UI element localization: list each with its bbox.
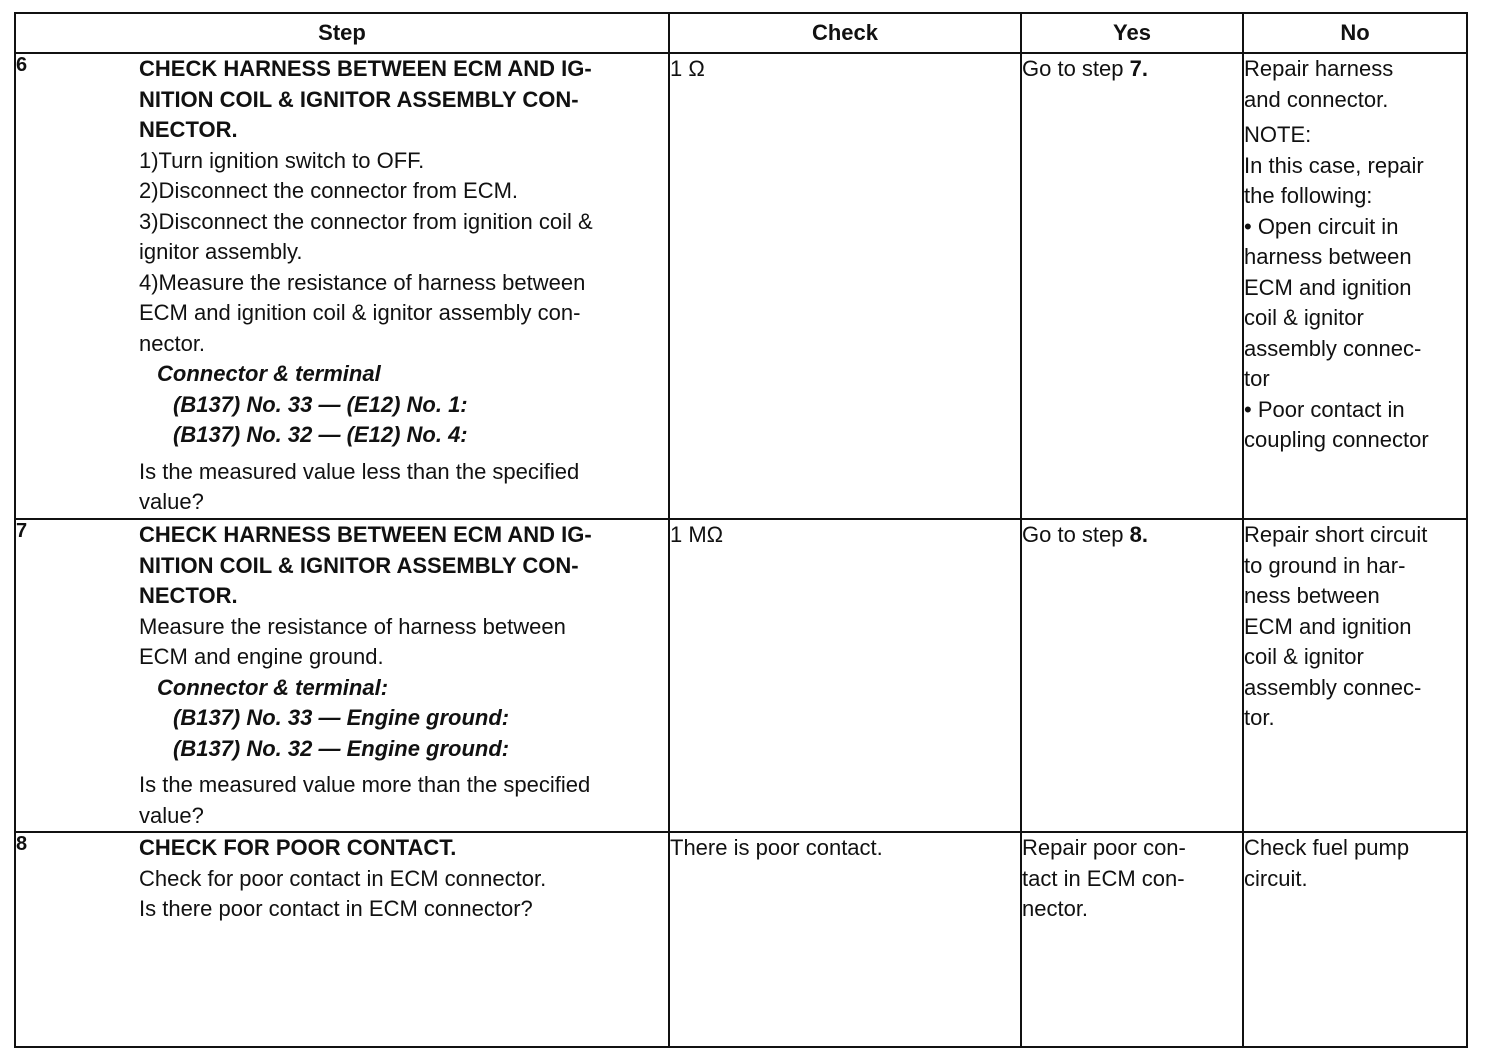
- connector-label: Connector & terminal:: [157, 674, 389, 700]
- step-title-line: NECTOR.: [139, 583, 238, 608]
- question-line: value?: [139, 489, 204, 514]
- yes-line: Repair poor con-: [1022, 835, 1186, 860]
- bullet-line: • Poor contact in: [1244, 396, 1405, 422]
- instruction-line: Check for poor contact in ECM connector.: [139, 865, 547, 891]
- instruction-line: 3)Disconnect the connector from ignition coil &: [139, 208, 593, 234]
- header-no: No: [1243, 13, 1467, 53]
- bullet-line: coupling connector: [1244, 427, 1429, 452]
- no-action: [1243, 519, 1467, 832]
- no-action: [1243, 832, 1467, 1047]
- no-line: to ground in har-: [1244, 552, 1406, 578]
- note-line: In this case, repair: [1244, 152, 1424, 178]
- instruction-line: Is there poor contact in ECM connector?: [139, 896, 533, 921]
- instruction-line: 2)Disconnect the connector from ECM.: [139, 178, 519, 203]
- no-line: ECM and ignition: [1244, 613, 1412, 639]
- step-title-line: CHECK HARNESS BETWEEN ECM AND IG-: [139, 56, 592, 81]
- instruction-line: ECM and ignition coil & ignitor assembly con-: [139, 300, 581, 325]
- no-line: ness between: [1244, 583, 1380, 608]
- step-title-line: NITION COIL & IGNITOR ASSEMBLY CON-: [139, 552, 579, 578]
- instruction-line: 1)Turn ignition switch to OFF.: [139, 147, 425, 173]
- instruction-line: ECM and engine ground.: [139, 644, 384, 669]
- step-number: 8: [15, 832, 139, 1047]
- check-value: There is poor contact.: [669, 832, 1021, 1047]
- no-line: coil & ignitor: [1244, 644, 1364, 669]
- step-title-line: CHECK HARNESS BETWEEN ECM AND IG-: [139, 522, 592, 547]
- yes-prefix: Go to step: [1022, 522, 1130, 547]
- header-check: Check: [669, 13, 1021, 53]
- diagnostic-table-sheet: [14, 12, 1466, 1048]
- instruction-line: ignitor assembly.: [139, 239, 303, 264]
- step-title-line: NECTOR.: [139, 117, 238, 142]
- yes-action: [1021, 832, 1243, 1047]
- terminal-spec: (B137) No. 33 — Engine ground:: [173, 705, 510, 730]
- yes-step-ref: 7.: [1129, 56, 1148, 81]
- check-value: 1 MΩ: [669, 519, 1021, 832]
- yes-action: [1021, 519, 1243, 832]
- header-yes: Yes: [1021, 13, 1243, 53]
- step-title-line: CHECK FOR POOR CONTACT.: [139, 835, 457, 860]
- yes-step-ref: 8.: [1129, 522, 1148, 547]
- yes-line: tact in ECM con-: [1022, 865, 1185, 891]
- table-row-step-6: [15, 53, 1467, 519]
- table-row-step-8: [15, 832, 1467, 1047]
- step-description: [139, 832, 669, 1047]
- no-line: Repair short circuit: [1244, 522, 1428, 547]
- bullet-line: coil & ignitor: [1244, 305, 1364, 330]
- question-line: Is the measured value less than the specified: [139, 458, 580, 484]
- bullet-line: harness between: [1244, 244, 1412, 269]
- no-line: assembly connec-: [1244, 674, 1422, 700]
- header-row: [15, 13, 1467, 53]
- step-number: 7: [15, 519, 139, 832]
- instruction-line: Measure the resistance of harness between: [139, 613, 566, 639]
- note-label: NOTE:: [1244, 122, 1312, 147]
- header-step: Step: [15, 13, 669, 53]
- no-action: [1243, 53, 1467, 519]
- bullet-line: ECM and ignition: [1244, 274, 1412, 300]
- no-line: tor.: [1244, 705, 1275, 730]
- bullet-line: • Open circuit in: [1244, 213, 1399, 239]
- no-line: and connector.: [1244, 86, 1389, 112]
- terminal-spec: (B137) No. 32 — Engine ground:: [173, 735, 510, 761]
- yes-prefix: Go to step: [1022, 56, 1130, 81]
- step-description: [139, 519, 669, 832]
- question-line: value?: [139, 802, 204, 828]
- note-line: the following:: [1244, 183, 1373, 208]
- instruction-line: 4)Measure the resistance of harness between: [139, 269, 586, 295]
- bullet-line: tor: [1244, 366, 1270, 391]
- check-value: 1 Ω: [669, 53, 1021, 519]
- yes-line: nector.: [1022, 896, 1089, 921]
- yes-action: [1021, 53, 1243, 519]
- no-line: circuit.: [1244, 865, 1308, 891]
- step-title-line: NITION COIL & IGNITOR ASSEMBLY CON-: [139, 86, 579, 112]
- table-row-step-7: [15, 519, 1467, 832]
- terminal-spec: (B137) No. 33 — (E12) No. 1:: [173, 391, 468, 417]
- step-description: [139, 53, 669, 519]
- instruction-line: nector.: [139, 330, 206, 356]
- step-number: 6: [15, 53, 139, 519]
- no-line: Repair harness: [1244, 56, 1394, 81]
- no-line: Check fuel pump: [1244, 835, 1410, 860]
- question-line: Is the measured value more than the specified: [139, 772, 591, 797]
- terminal-spec: (B137) No. 32 — (E12) No. 4:: [173, 422, 468, 447]
- bullet-line: assembly connec-: [1244, 335, 1422, 361]
- connector-label: Connector & terminal: [157, 361, 381, 386]
- diagnostic-table: [14, 12, 1468, 1048]
